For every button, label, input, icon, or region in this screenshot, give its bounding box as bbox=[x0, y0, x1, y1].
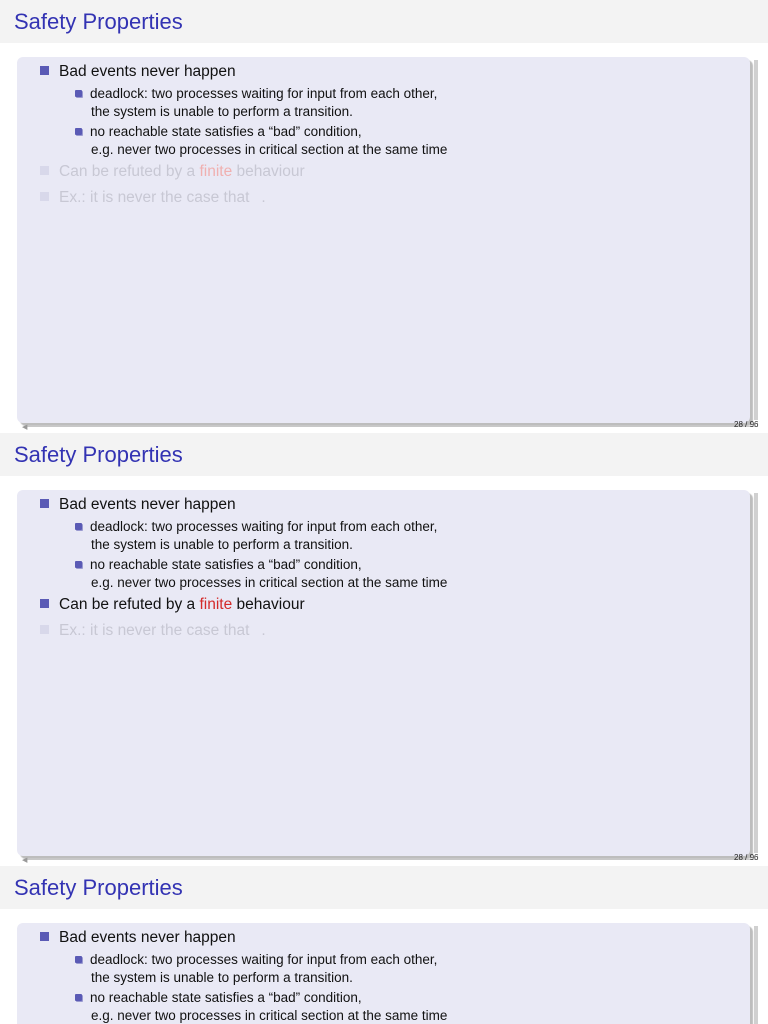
slide-title-bar bbox=[0, 433, 768, 476]
square-bullet-icon bbox=[40, 599, 49, 608]
navigation-bar bbox=[24, 859, 756, 860]
slide-3 bbox=[0, 866, 768, 1024]
square-bullet-icon bbox=[40, 166, 49, 175]
sub-bullet-deadlock: deadlock: two processes waiting for input from each other, the system is unable to perform a transition. bbox=[75, 85, 437, 121]
square-bullet-icon bbox=[40, 66, 49, 75]
sub-bullet-deadlock: deadlock: two processes waiting for input from each other, the system is unable to perform a transition. bbox=[75, 951, 437, 987]
slide-2 bbox=[0, 433, 768, 866]
sub-bullet-deadlock: deadlock: two processes waiting for input from each other, the system is unable to perform a transition. bbox=[75, 518, 437, 554]
slide-title: Safety Properties bbox=[14, 442, 183, 467]
slide-title: Safety Properties bbox=[14, 9, 183, 34]
square-bullet-icon bbox=[40, 499, 49, 508]
slide-1 bbox=[0, 0, 768, 433]
bullet-example: Ex.: it is never the case that . bbox=[40, 189, 266, 207]
page-number: 28 / 96 bbox=[734, 853, 759, 862]
square-bullet-icon bbox=[40, 625, 49, 634]
nav-left-icon[interactable]: ◀ bbox=[22, 857, 28, 864]
sub-bullet-icon bbox=[75, 956, 82, 963]
nav-left-icon[interactable]: ◀ bbox=[22, 424, 28, 431]
sub-bullet-reachable: no reachable state satisfies a “bad” condition, e.g. never two processes in critical section at the same time bbox=[75, 989, 447, 1024]
slide-title-bar bbox=[0, 0, 768, 43]
sub-bullet-icon bbox=[75, 523, 82, 530]
bullet-bad-events: Bad events never happen bbox=[40, 929, 236, 947]
sub-bullet-icon bbox=[75, 561, 82, 568]
sub-bullet-reachable: no reachable state satisfies a “bad” condition, e.g. never two processes in critical section at the same time bbox=[75, 123, 447, 159]
scrollbar[interactable] bbox=[754, 60, 758, 420]
square-bullet-icon bbox=[40, 192, 49, 201]
bullet-refuted: Can be refuted by a finite behaviour bbox=[40, 163, 305, 181]
sub-bullet-icon bbox=[75, 994, 82, 1001]
square-bullet-icon bbox=[40, 932, 49, 941]
bullet-bad-events: Bad events never happen bbox=[40, 63, 236, 81]
sub-bullet-icon bbox=[75, 90, 82, 97]
scrollbar[interactable] bbox=[754, 493, 758, 853]
slide-title: Safety Properties bbox=[14, 875, 183, 900]
scrollbar[interactable] bbox=[754, 926, 758, 1024]
page-number: 28 / 96 bbox=[734, 420, 759, 429]
sub-bullet-reachable: no reachable state satisfies a “bad” condition, e.g. never two processes in critical section at the same time bbox=[75, 556, 447, 592]
bullet-example: Ex.: it is never the case that . bbox=[40, 622, 266, 640]
bullet-refuted: Can be refuted by a finite behaviour bbox=[40, 596, 305, 614]
bullet-bad-events: Bad events never happen bbox=[40, 496, 236, 514]
slide-title-bar bbox=[0, 866, 768, 909]
sub-bullet-icon bbox=[75, 128, 82, 135]
navigation-bar bbox=[24, 426, 756, 427]
